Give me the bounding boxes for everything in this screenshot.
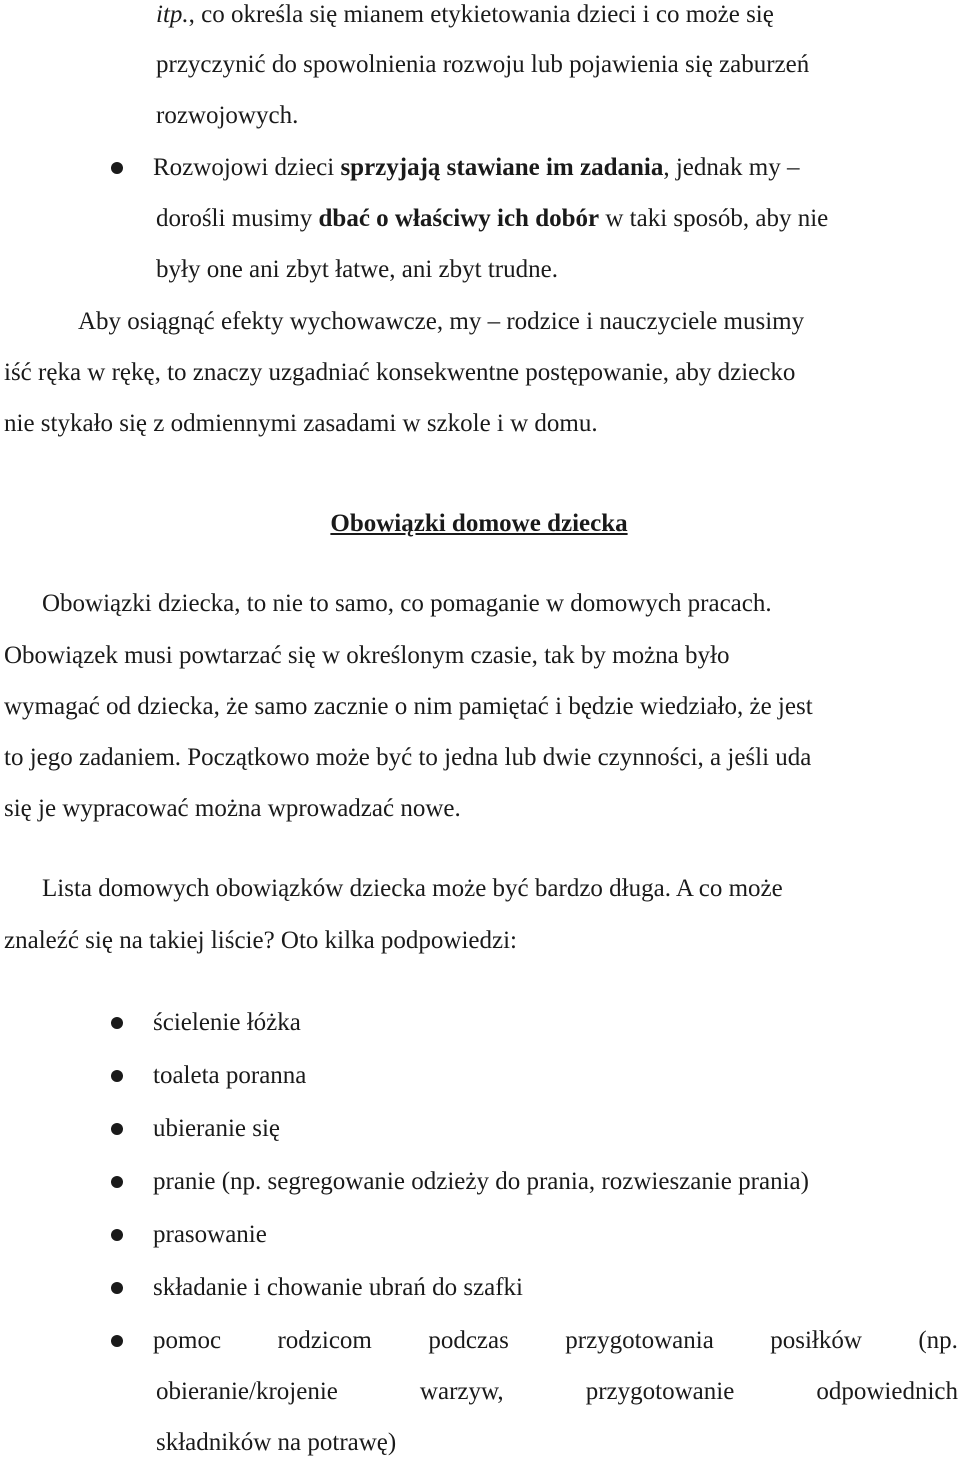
bold-text: dbać o właściwy ich dobór (318, 205, 600, 232)
list-item-line: Rozwojowi dzieci sprzyjają stawiane im zadania, jednak my – (153, 154, 800, 181)
bullet-icon (111, 1282, 123, 1294)
bullet-icon (111, 1017, 123, 1029)
bullet-icon (111, 1229, 123, 1241)
paragraph-line: nie stykało się z odmiennymi zasadami w szkole i w domu. (4, 410, 598, 437)
list-item: ścielenie łóżka (153, 1009, 301, 1036)
paragraph-line: Aby osiągnąć efekty wychowawcze, my – rodzice i nauczyciele musimy (78, 308, 805, 335)
italic-text: itp. (156, 1, 189, 28)
paragraph-line: iść ręka w rękę, to znaczy uzgadniać konsekwentne postępowanie, aby dziecko (4, 359, 796, 386)
list-item-line: itp., co określa się mianem etykietowania dzieci i co może się (156, 1, 774, 28)
bold-text: sprzyjają stawiane im zadania (340, 154, 664, 181)
bullet-icon (111, 1335, 123, 1347)
bullet-icon (111, 1176, 123, 1188)
list-item: ubieranie się (153, 1115, 281, 1142)
list-item-line: obieranie/krojenie warzyw, przygotowanie odpowiednich (156, 1378, 958, 1405)
paragraph-line: wymagać od dziecka, że samo zacznie o nim pamiętać i będzie wiedziało, że jest (4, 693, 813, 720)
list-item: składanie i chowanie ubrań do szafki (153, 1274, 524, 1301)
bullet-icon (111, 1070, 123, 1082)
paragraph-line: Lista domowych obowiązków dziecka może być bardzo długa. A co może (42, 875, 783, 902)
bullet-icon (111, 1123, 123, 1135)
list-item-line: dorośli musimy dbać o właściwy ich dobór w taki sposób, aby nie (156, 205, 829, 232)
paragraph-line: Obowiązek musi powtarzać się w określonym czasie, tak by można było (4, 642, 730, 669)
list-item: toaleta poranna (153, 1062, 307, 1089)
bullet-icon (111, 162, 123, 174)
list-item-line: przyczynić do spowolnienia rozwoju lub pojawienia się zaburzeń (156, 51, 810, 78)
paragraph-line: znaleźć się na takiej liście? Oto kilka podpowiedzi: (4, 927, 518, 954)
list-item-line: były one ani zbyt łatwe, ani zbyt trudne. (156, 256, 558, 283)
paragraph-line: Obowiązki dziecka, to nie to samo, co pomaganie w domowych pracach. (42, 590, 772, 617)
paragraph-line: to jego zadaniem. Początkowo może być to jedna lub dwie czynności, a jeśli uda (4, 744, 812, 771)
list-item-line: pomoc rodzicom podczas przygotowania posiłków (np. (153, 1327, 958, 1354)
paragraph-line: się je wypracować można wprowadzać nowe. (4, 795, 461, 822)
list-item-line: składników na potrawę) (156, 1429, 397, 1456)
list-item: prasowanie (153, 1221, 267, 1248)
section-heading: Obowiązki domowe dziecka (330, 510, 628, 537)
list-item-line: rozwojowych. (156, 102, 299, 129)
list-item: pranie (np. segregowanie odzieży do prania, rozwieszanie prania) (153, 1168, 809, 1195)
